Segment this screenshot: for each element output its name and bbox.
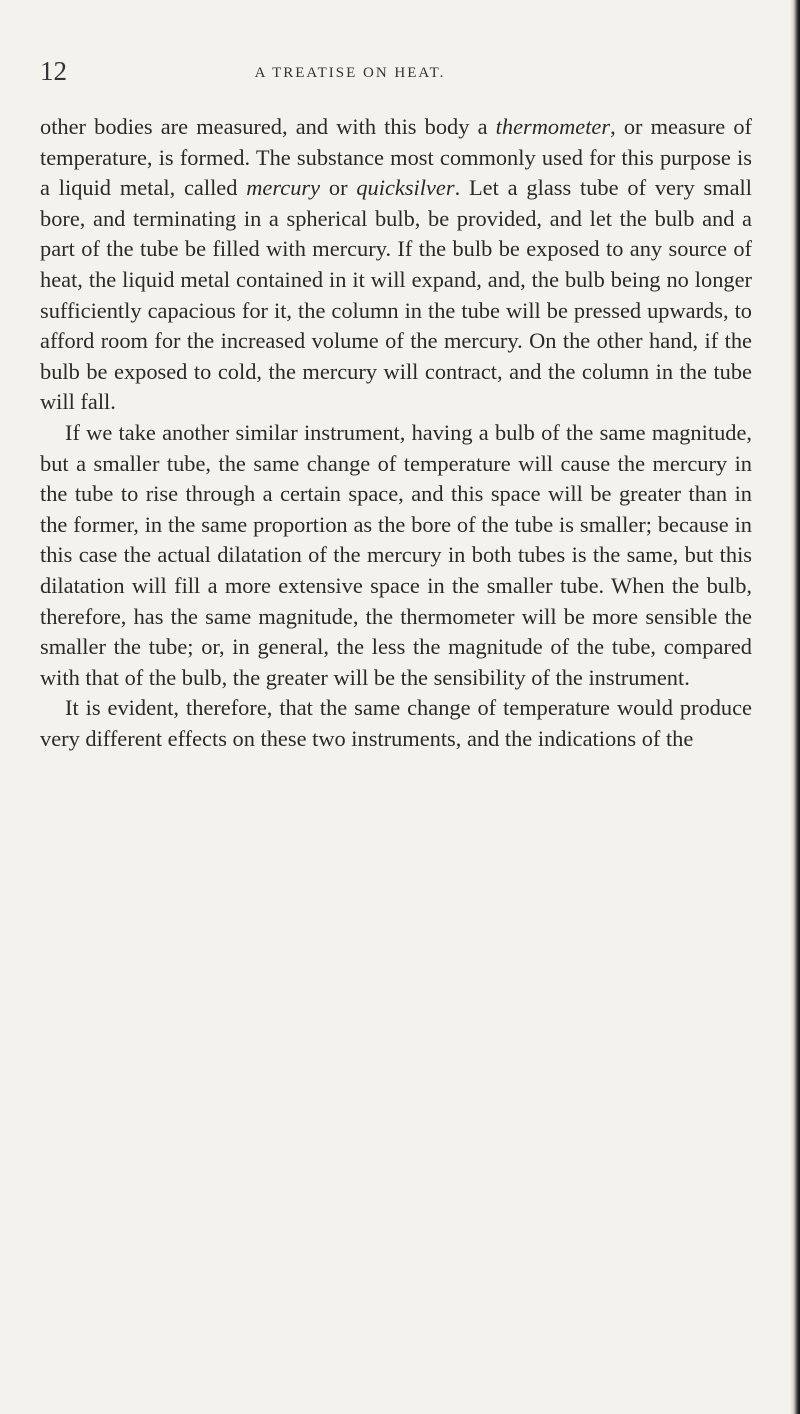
text-segment: other bodies are measured, and with this body a — [40, 114, 496, 139]
term-mercury: mercury — [246, 175, 321, 201]
paragraph-2 — [40, 418, 752, 693]
paragraph-1 — [40, 112, 752, 418]
term-quicksilver: quicksilver — [356, 175, 455, 201]
term-thermometer: thermometer — [495, 114, 611, 139]
page-edge-shadow — [790, 0, 800, 1414]
text-segment: or — [320, 175, 357, 201]
text-segment: If we take another similar instrument, having a bulb of the same magnitude, but a smaller tube, the same change of temperature will cause the mercury in the tube to rise through a certain space, and this space will be greater than in the former, in the same proportion as the bore of the tube is smaller; because in this case the actual dilatation of the mercury in both tubes is the same, but this dilatation will fill a more extensive space in the smaller tube. When the bulb, therefore, has the same magnitude, the thermometer will be more sensible the smaller the tube; or, in general, the less the magnitude of the tube, compared with that of the bulb, the greater will be the sensibility of the instrument. — [40, 419, 752, 690]
page-number: 12 — [40, 56, 67, 86]
text-segment: , or measure of temperature, is formed. The substance most commonly used for this purpose is a liquid metal, called — [40, 114, 752, 201]
running-head — [40, 56, 760, 86]
text-segment: . Let a glass tube of very small bore, and terminating in a spherical bulb, be provided, and let the bulb and a part of the tube be filled with mercury. If the bulb be exposed to any source of heat, the liquid metal contained in it will expand, and, the bulb being no longer sufficiently capacious for it, the column in the tube will be pressed upwards, to afford room for the increased volume of the mercury. On the other hand, if the bulb be exposed to cold, the mercury will contract, and the column in the tube will fall. — [40, 175, 752, 415]
text-segment: It is evident, therefore, that the same change of temperature would produce very different effects on these two instruments, and the indications of the — [40, 695, 752, 751]
body-text — [40, 112, 752, 754]
paragraph-3 — [40, 693, 752, 754]
running-title: A TREATISE ON HEAT. — [254, 65, 446, 81]
